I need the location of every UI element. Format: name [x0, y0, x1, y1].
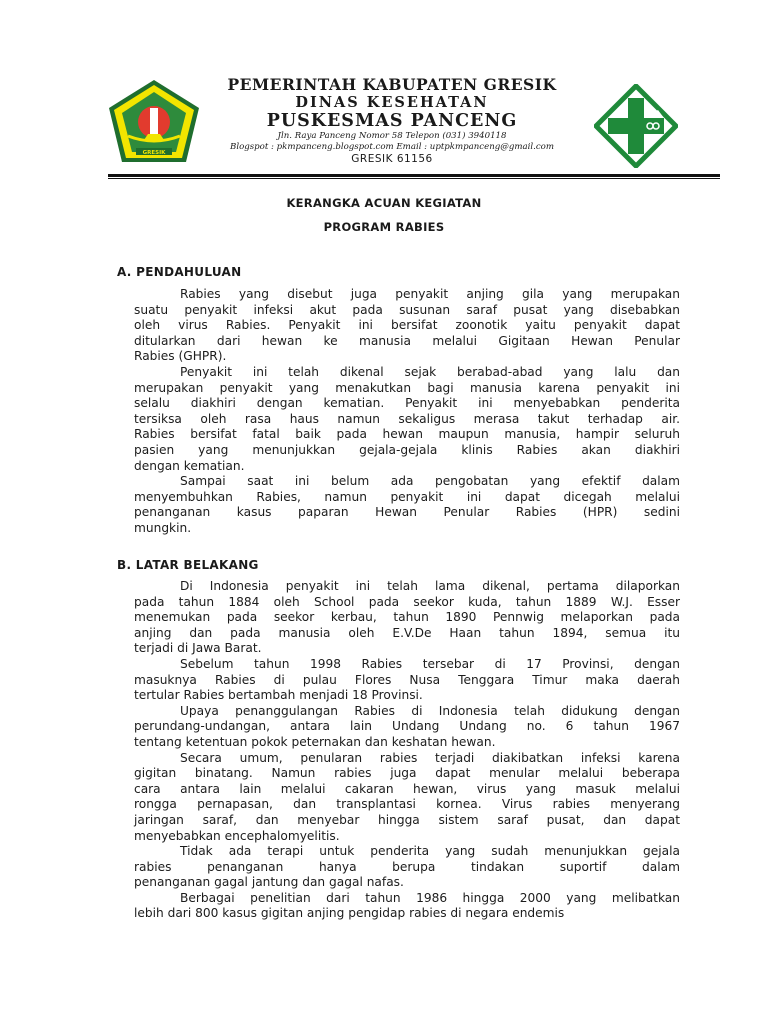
text-line: tertular Rabies bertambah menjadi 18 Provinsi. — [134, 688, 423, 703]
header-divider-thick — [108, 174, 720, 177]
text-line: Berbagai penelitian dari tahun 1986 hingga 2000 yang melibatkan — [180, 890, 680, 905]
text-line: selalu diakhiri dengan kematian. Penyakit ini menyebabkan penderita — [134, 396, 680, 411]
text-line: Upaya penanggulangan Rabies di Indonesia telah didukung dengan — [180, 703, 680, 718]
letterhead-text — [200, 76, 584, 166]
letterhead — [0, 0, 768, 180]
text-line: ditularkan dari hewan ke manusia melalui Gigitaan Hewan Penular — [134, 333, 680, 348]
header-divider-thin — [108, 178, 720, 179]
text-line: jaringan saraf, dan menyebar hingga sistem saraf pusat, dan dapat — [134, 812, 680, 827]
text-line: lebih dari 800 kasus gigitan anjing pengidap rabies di negara endemis — [134, 906, 565, 921]
city-postal: GRESIK 61156 — [351, 153, 433, 165]
text-line: suatu penyakit infeksi akut pada susunan saraf pusat yang disebabkan — [134, 302, 680, 317]
puskesmas-cross-icon — [594, 84, 678, 168]
text-line: menemukan pada seekor kerbau, tahun 1890 Pennwig melaporkan pada — [134, 610, 680, 625]
address-line: Jln. Raya Panceng Nomor 58 Telepon (031) 3940118 — [277, 131, 507, 141]
text-line: Sebelum tahun 1998 Rabies tersebar di 17 Provinsi, dengan — [180, 656, 680, 671]
text-line: merupakan penyakit yang menakutkan bagi manusia karena penyakit ini — [134, 380, 680, 395]
text-line: tentang ketentuan pokok peternakan dan keshatan hewan. — [134, 734, 496, 749]
document-title: KERANGKA ACUAN KEGIATAN — [286, 196, 482, 210]
contact-line: Blogspot : pkmpanceng.blogspot.com Email : uptpkmpanceng@gmail.com — [230, 142, 554, 152]
text-line: cara antara lain melalui cakaran hewan, virus yang masuk melalui — [134, 781, 680, 796]
text-line: Secara umum, penularan rabies terjadi diakibatkan infeksi karena — [180, 750, 680, 765]
text-line: penanganan kasus paparan Hewan Penular Rabies (HPR) sedini — [134, 505, 680, 520]
text-line: rabies penanganan hanya berupa tindakan suportif dalam — [134, 859, 680, 874]
text-line: perundang-undangan, antara lain Undang Undang no. 6 tahun 1967 — [134, 719, 680, 734]
text-line: oleh virus Rabies. Penyakit ini bersifat zoonotik yaitu penyakit dapat — [134, 318, 680, 333]
text-line: anjing dan pada manusia oleh E.V.De Haan tahun 1894, semua itu — [134, 625, 680, 640]
text-line: menyebabkan encephalomyelitis. — [134, 828, 340, 843]
department-name: DINAS KESEHATAN — [295, 94, 489, 111]
section-a-heading: A. PENDAHULUAN — [117, 265, 242, 279]
text-line: Sampai saat ini belum ada pengobatan yang efektif dalam — [180, 474, 680, 489]
gresik-emblem-icon — [106, 78, 202, 166]
text-line: terjadi di Jawa Barat. — [134, 641, 262, 656]
section-b-body — [134, 579, 680, 922]
text-line: menyembuhkan Rabies, namun penyakit ini dapat dicegah melalui — [134, 489, 680, 504]
text-line: Penyakit ini telah dikenal sejak berabad-abad yang lalu dan — [180, 364, 680, 379]
institution-name: PUSKESMAS PANCENG — [266, 111, 518, 131]
document-subtitle: PROGRAM RABIES — [323, 220, 445, 234]
text-line: dengan kematian. — [134, 458, 245, 473]
text-line: Rabies (GHPR). — [134, 349, 227, 364]
text-line: pasien yang menunjukkan gejala-gejala klinis Rabies akan diakhiri — [134, 442, 680, 457]
text-line: penanganan gagal jantung dan gagal nafas. — [134, 875, 404, 890]
text-line: pada tahun 1884 oleh School pada seekor kuda, tahun 1889 W.J. Esser — [134, 594, 680, 609]
emblem-text: GRESIK — [142, 150, 166, 156]
text-line: Di Indonesia penyakit ini telah lama dikenal, pertama dilaporkan — [180, 579, 680, 593]
text-line: Rabies bersifat fatal baik pada hewan maupun manusia, hampir seluruh — [134, 427, 680, 442]
text-line: masuknya Rabies di pulau Flores Nusa Tenggara Timur maka daerah — [134, 672, 680, 687]
text-line: rongga pernapasan, dan transplantasi kornea. Virus rabies menyerang — [134, 797, 680, 812]
section-b-heading: B. LATAR BELAKANG — [117, 558, 259, 572]
government-name: PEMERINTAH KABUPATEN GRESIK — [227, 75, 557, 94]
text-line: Tidak ada terapi untuk penderita yang sudah menunjukkan gejala — [180, 844, 680, 859]
text-line: Rabies yang disebut juga penyakit anjing gila yang merupakan — [180, 287, 680, 301]
text-line: mungkin. — [134, 520, 192, 535]
text-line: gigitan binatang. Namun rabies juga dapat menular melalui beberapa — [134, 766, 680, 781]
section-a-body — [134, 287, 680, 537]
text-line: tersiksa oleh rasa haus namun sekaligus merasa takut terhadap air. — [134, 411, 680, 426]
